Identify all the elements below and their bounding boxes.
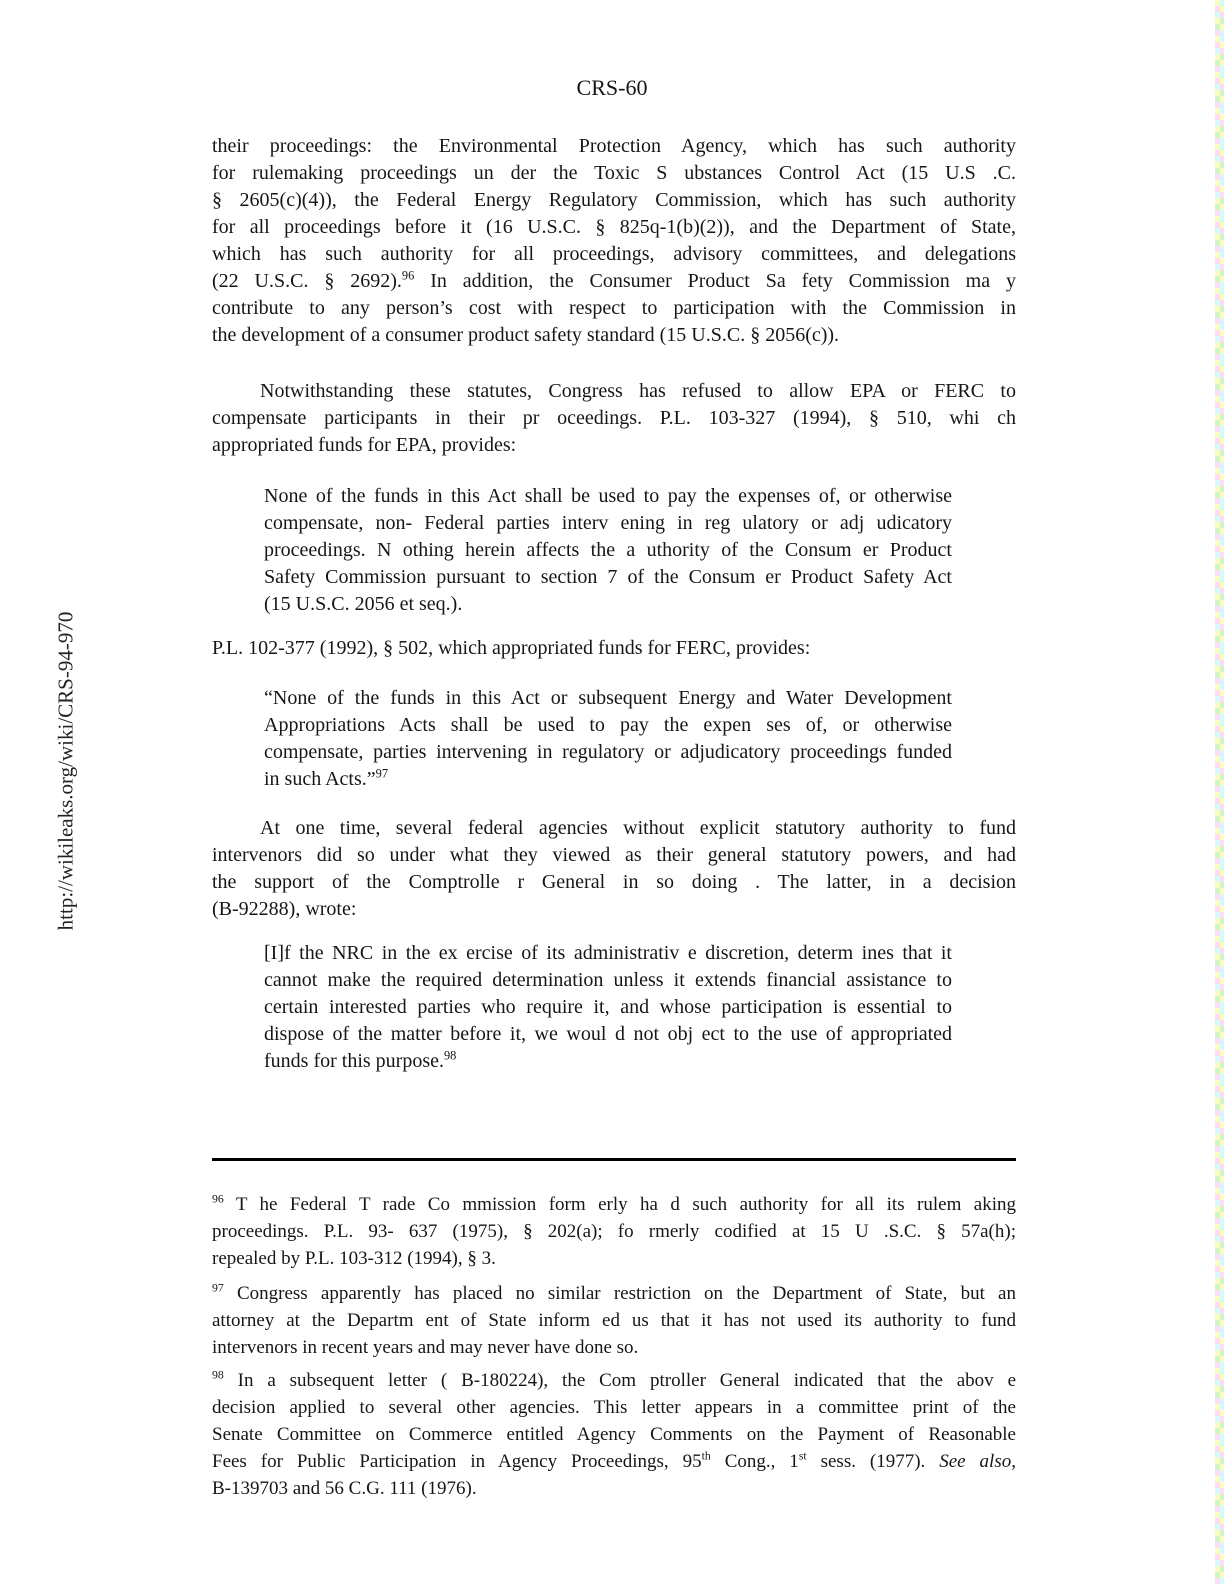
text-line: funds for this purpose.$^{98}$ (264, 1048, 457, 1072)
text-line: which has such authority for all proceedings, advisory committees, and delegations (212, 243, 1016, 265)
text-line: decision applied to several other agencies. This letter appears in a committee print of the (212, 1397, 1016, 1418)
text-line: $^{96}$ T he Federal T rade Co mmission form erly ha d such authority for all its rulem aking (212, 1192, 1016, 1215)
text-line: dispose of the matter before it, we woul d not obj ect to the use of appropriated (264, 1023, 952, 1045)
text-line: proceedings. P.L. 93- 637 (1975), § 202(a); fo rmerly codified at 15 U .S.C. § 57a(h); (212, 1221, 1016, 1242)
text-line: compensate participants in their pr oceedings. P.L. 103-327 (1994), § 510, whi ch (212, 407, 1016, 429)
superscript-reference: 97 (212, 1281, 224, 1295)
text-line: Fees for Public Participation in Agency Proceedings, 95th Cong., 1st sess. (1977). See also, (212, 1449, 1016, 1472)
text-line: their proceedings: the Environmental Protection Agency, which has such authority (212, 135, 1016, 157)
body-paragraph (212, 815, 1016, 923)
text-line: (22 U.S.C. § 2692).$^{96}$ In addition, the Consumer Product Sa fety Commission ma y (212, 268, 1017, 292)
footnote-96 (212, 1191, 1016, 1272)
footnotes-section (212, 1191, 1016, 1502)
text-line: attorney at the Departm ent of State inform ed us that it has not used its authority to fund (212, 1310, 1016, 1331)
superscript-reference: 96 (212, 1192, 224, 1206)
text-line: in such Acts.”$^{97}$ (264, 766, 389, 790)
watermark-url: http://wikileaks.org/wiki/CRS-94-970 (53, 611, 78, 931)
text-line: B-139703 and 56 C.G. 111 (1976). (212, 1478, 477, 1499)
superscript-reference: 98 (212, 1368, 224, 1382)
blockquote (264, 940, 952, 1075)
footnote-separator (212, 1158, 1016, 1161)
footnote-98 (212, 1367, 1016, 1502)
superscript-reference: th (701, 1449, 711, 1463)
text-line: contribute to any person’s cost with respect to participation with the Commission in (212, 297, 1016, 319)
text-line: for rulemaking proceedings un der the Toxic S ubstances Control Act (15 U.S .C. (212, 162, 1016, 184)
footnote-97 (212, 1280, 1016, 1361)
text-line: the development of a consumer product safety standard (15 U.S.C. § 2056(c)). (212, 324, 840, 346)
text-line: certain interested parties who require it, and whose participation is essential to (264, 996, 952, 1018)
blockquote (264, 483, 952, 618)
scan-edge-artifact (1215, 0, 1224, 1584)
page-number-header: CRS-60 (576, 75, 648, 100)
body-paragraph (212, 635, 1016, 662)
text-line: [I]f the NRC in the ex ercise of its administrativ e discretion, determ ines that it (264, 942, 952, 964)
superscript-reference: 96 (401, 268, 415, 283)
text-line: P.L. 102-377 (1992), § 502, which appropriated funds for FERC, provides: (212, 637, 811, 659)
text-line: intervenors in recent years and may never have done so. (212, 1337, 639, 1358)
text-line: Notwithstanding these statutes, Congress has refused to allow EPA or FERC to (260, 380, 1016, 402)
text-line: cannot make the required determination unless it extends financial assistance to (264, 969, 952, 991)
text-line: § 2605(c)(4)), the Federal Energy Regulatory Commission, which has such authority (212, 189, 1016, 211)
superscript-reference: 98 (443, 1048, 457, 1063)
document-content (212, 133, 1016, 1502)
text-line: appropriated funds for EPA, provides: (212, 434, 517, 456)
body-paragraph (212, 378, 1016, 459)
body-blocks (212, 133, 1016, 1075)
text-line: for all proceedings before it (16 U.S.C. § 825q-1(b)(2)), and the Department of State, (212, 216, 1016, 238)
scan-edge-artifact-column-right (1220, 0, 1224, 1584)
text-line: $^{97}$ Congress apparently has placed no similar restriction on the Department of State, but an (212, 1281, 1016, 1304)
superscript-reference: st (798, 1449, 807, 1463)
text-line: (B-92288), wrote: (212, 898, 357, 920)
superscript-reference: 97 (375, 766, 389, 781)
text-line: compensate, non- Federal parties interv ening in reg ulatory or adj udicatory (264, 512, 952, 534)
text-line: Senate Committee on Commerce entitled Agency Comments on the Payment of Reasonable (212, 1424, 1016, 1445)
italic-text: See also, (939, 1451, 1016, 1472)
text-line: (15 U.S.C. 2056 et seq.). (264, 593, 463, 615)
text-line: the support of the Comptrolle r General in so doing . The latter, in a decision (212, 871, 1016, 893)
text-line: intervenors did so under what they viewed as their general statutory powers, and had (212, 844, 1016, 866)
text-line: repealed by P.L. 103-312 (1994), § 3. (212, 1248, 496, 1269)
body-paragraph (212, 133, 1016, 349)
text-line: At one time, several federal agencies without explicit statutory authority to fund (260, 817, 1016, 839)
text-line: compensate, parties intervening in regulatory or adjudicatory proceedings funded (264, 741, 952, 763)
text-line: $^{98}$ In a subsequent letter ( B-180224), the Com ptroller General indicated that the abov e (212, 1368, 1016, 1391)
text-line: Appropriations Acts shall be used to pay the expen ses of, or otherwise (264, 714, 952, 736)
text-line: Safety Commission pursuant to section 7 of the Consum er Product Safety Act (264, 566, 952, 588)
text-line: “None of the funds in this Act or subsequent Energy and Water Development (264, 687, 952, 709)
text-line: proceedings. N othing herein affects the a uthority of the Consum er Product (264, 539, 952, 561)
blockquote (264, 685, 952, 793)
text-line: None of the funds in this Act shall be used to pay the expenses of, or otherwise (264, 485, 952, 507)
